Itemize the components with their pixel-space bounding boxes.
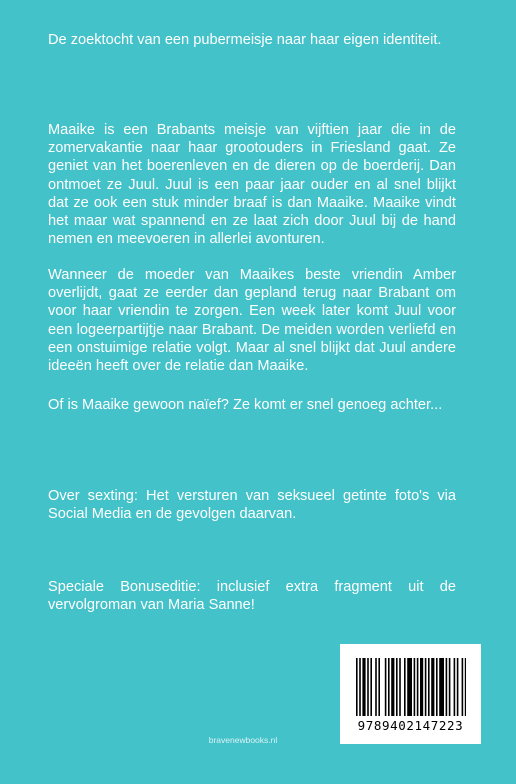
publisher-website: bravenewbooks.nl bbox=[208, 735, 278, 745]
isbn-barcode bbox=[340, 644, 481, 744]
blurb-question: Of is Maaike gewoon naïef? Ze komt er snel genoeg achter... bbox=[48, 397, 443, 413]
blurb-intro: Maaike is een Brabants meisje van vijftien jaar die in de zomervakantie naar haar grootouders in Friesland gaat. Ze geniet van het boerenleven en de dieren op de boerderij. Dan ontmoet ze Juul. Juul is een paar jaar ouder en al snel blijkt dat ze ook een stuk minder braaf is dan Maaike. Maaike vindt het maar wat spannend en ze laat zich door Juul bij de hand nemen en meevoeren in allerlei avonturen. bbox=[48, 122, 456, 248]
barcode-bars bbox=[356, 658, 466, 716]
sexting-note: Over sexting: Het versturen van seksueel getinte foto's via Social Media en de gevolgen daarvan. bbox=[48, 488, 456, 523]
isbn-number: 9789402147223 bbox=[357, 718, 464, 733]
bonus-edition-note: Speciale Bonuseditie: inclusief extra fragment uit de vervolgroman van Maria Sanne! bbox=[48, 579, 456, 614]
blurb-plot: Wanneer de moeder van Maaikes beste vriendin Amber overlijdt, gaat ze eerder dan gepland terug naar Brabant om voor haar vriendin te zorgen. Een week later komt Juul voor een logeerpartijtje naar Brabant. De meiden worden verliefd en een onstuimige relatie volgt. Maar al snel blijkt dat Juul andere ideeën heeft over de relatie dan Maaike. bbox=[48, 267, 456, 375]
tagline: De zoektocht van een pubermeisje naar haar eigen identiteit. bbox=[48, 32, 442, 48]
